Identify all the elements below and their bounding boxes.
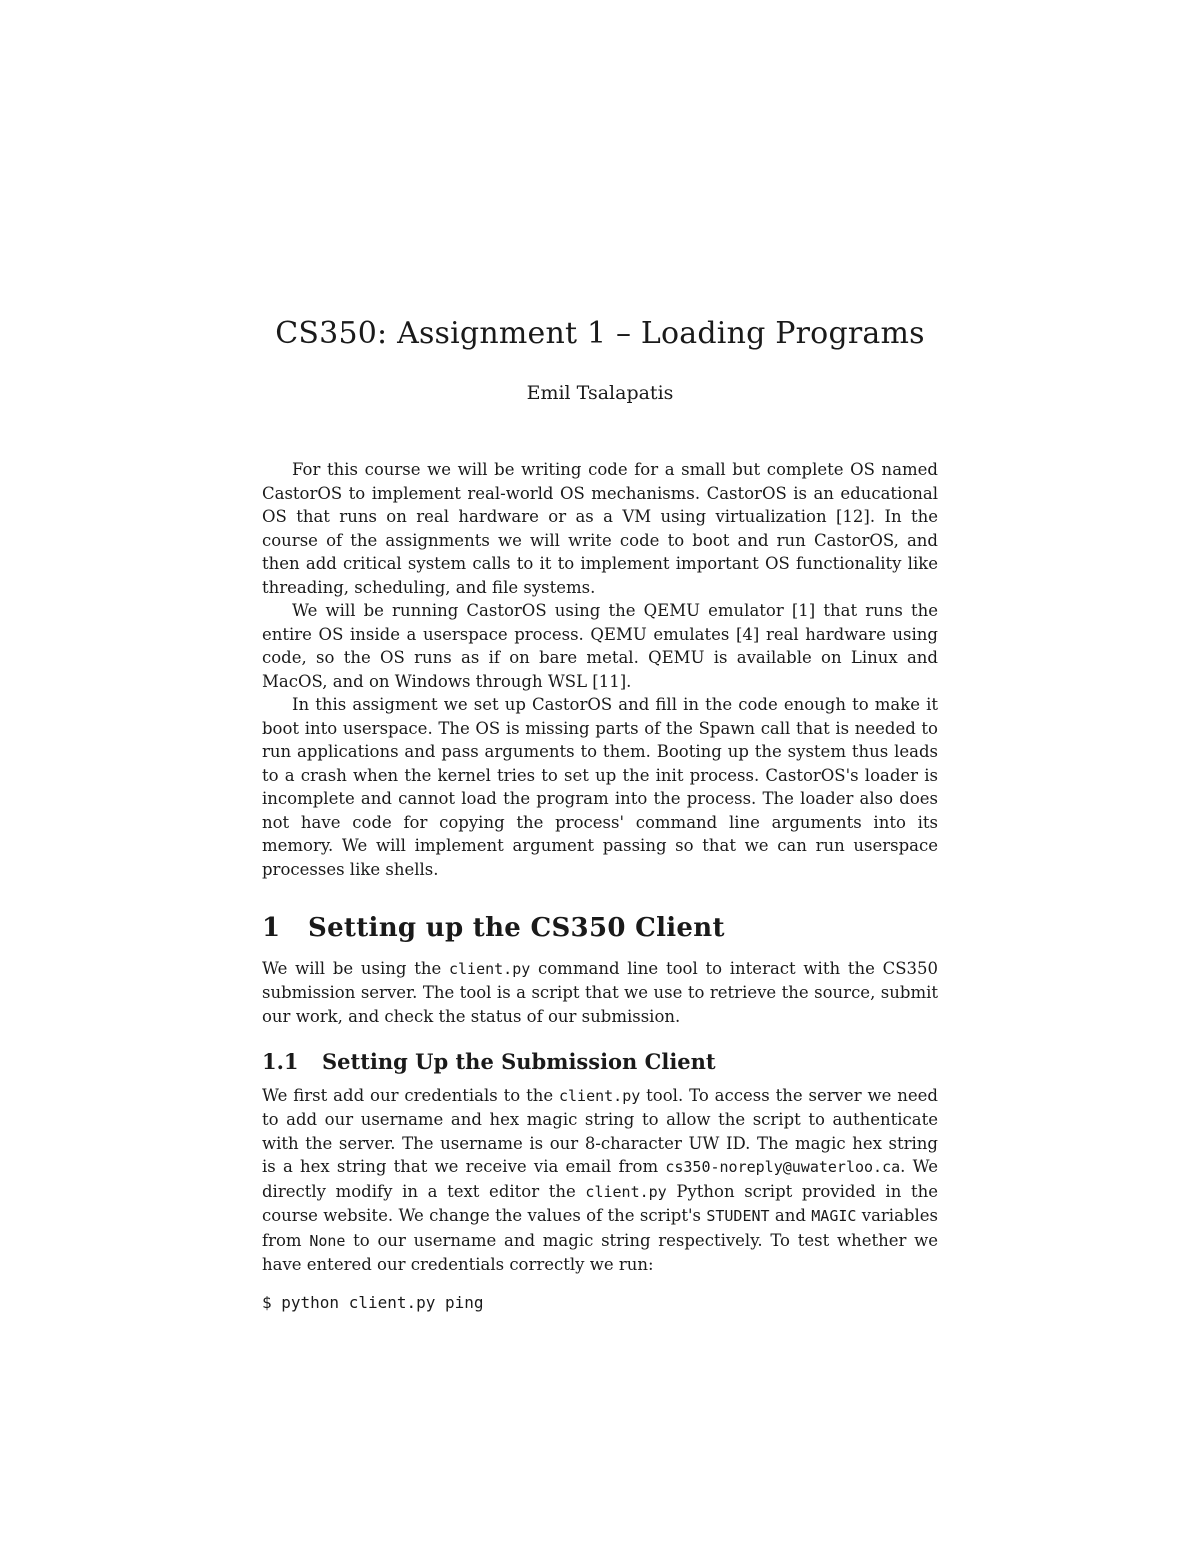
document-title: CS350: Assignment 1 – Loading Programs [275,316,925,351]
section-1-title: Setting up the CS350 Client [308,913,725,943]
s11-magic-code: MAGIC [811,1207,857,1225]
s11-text-5: and [769,1206,812,1225]
section-1-text-a: We will be using the [262,958,449,978]
section-1-1-heading [262,1050,938,1074]
s11-text-2: tool. To access the server we need to add our username and hex magic string to allow the script to authenticate with the server. The username is our 8-character UW ID. The magic hex string is a hex string that we receive via email from [262,1085,938,1176]
s11-text-6: variables from [262,1206,938,1250]
section-1-text-b: command line tool to interact with the CS350 submission server. The tool is a script that we use to retrieve the source, submit our work, and check the status of our submission. [262,958,939,1026]
s11-text-7: to our username and magic string respectively. To test whether we have entered our credentials correctly we run: [262,1230,938,1274]
intro-paragraph-2: We will be running CastorOS using the QEMU emulator [1] that runs the entire OS inside a userspace process. QEMU emulates [4] real hardware using code, so the OS runs as if on bare metal. QEMU is available on Linux and MacOS, and on Windows through WSL [11]. [262,601,938,691]
s11-none-code: None [309,1231,346,1250]
s11-student-code: STUDENT [706,1207,770,1225]
section-1-1-number: 1.1 [262,1049,299,1074]
section-1-1-paragraph [262,1084,938,1277]
s11-text-1: We first add our credentials to the [262,1085,559,1105]
intro-paragraph-3: In this assigment we set up CastorOS and fill in the code enough to make it boot into userspace. The OS is missing parts of the Spawn call that is needed to run applications and pass arguments to them. Booting up the system thus leads to a crash when the kernel tries to set up the init process. CastorOS's loader is incomplete and cannot load the program into the process. The loader also does not have code for copying the process' command line arguments into its memory. We will implement argument passing so that we can run userspace processes like shells. [262,695,938,879]
section-1-paragraph [262,957,938,1029]
section-1-heading [262,913,938,943]
s11-code-3: client.py [585,1182,667,1201]
s11-text-4: Python script provided in the course website. We change the values of the script's [262,1181,938,1225]
intro-paragraph-1: For this course we will be writing code for a small but complete OS named CastorOS to implement real-world OS mechanisms. CastorOS is an educational OS that runs on real hardware or as a VM using virtualization [12]. In the course of the assignments we will write code to boot and run CastorOS, and then add critical system calls to it to implement important OS functionality like threading, scheduling, and file systems. [262,460,938,597]
ping-command: $ python client.py ping [262,1292,484,1312]
s11-email-code: cs350-noreply@uwaterloo.ca [665,1158,901,1176]
section-1-1-title: Setting Up the Submission Client [322,1049,716,1074]
section-1-number: 1 [262,913,281,943]
document-author: Emil Tsalapatis [526,382,674,404]
client-py-code: client.py [448,959,531,978]
document-body [262,458,938,1314]
s11-code-1: client.py [559,1086,641,1105]
s11-text-3: . We directly modify in a text editor the [262,1157,938,1201]
